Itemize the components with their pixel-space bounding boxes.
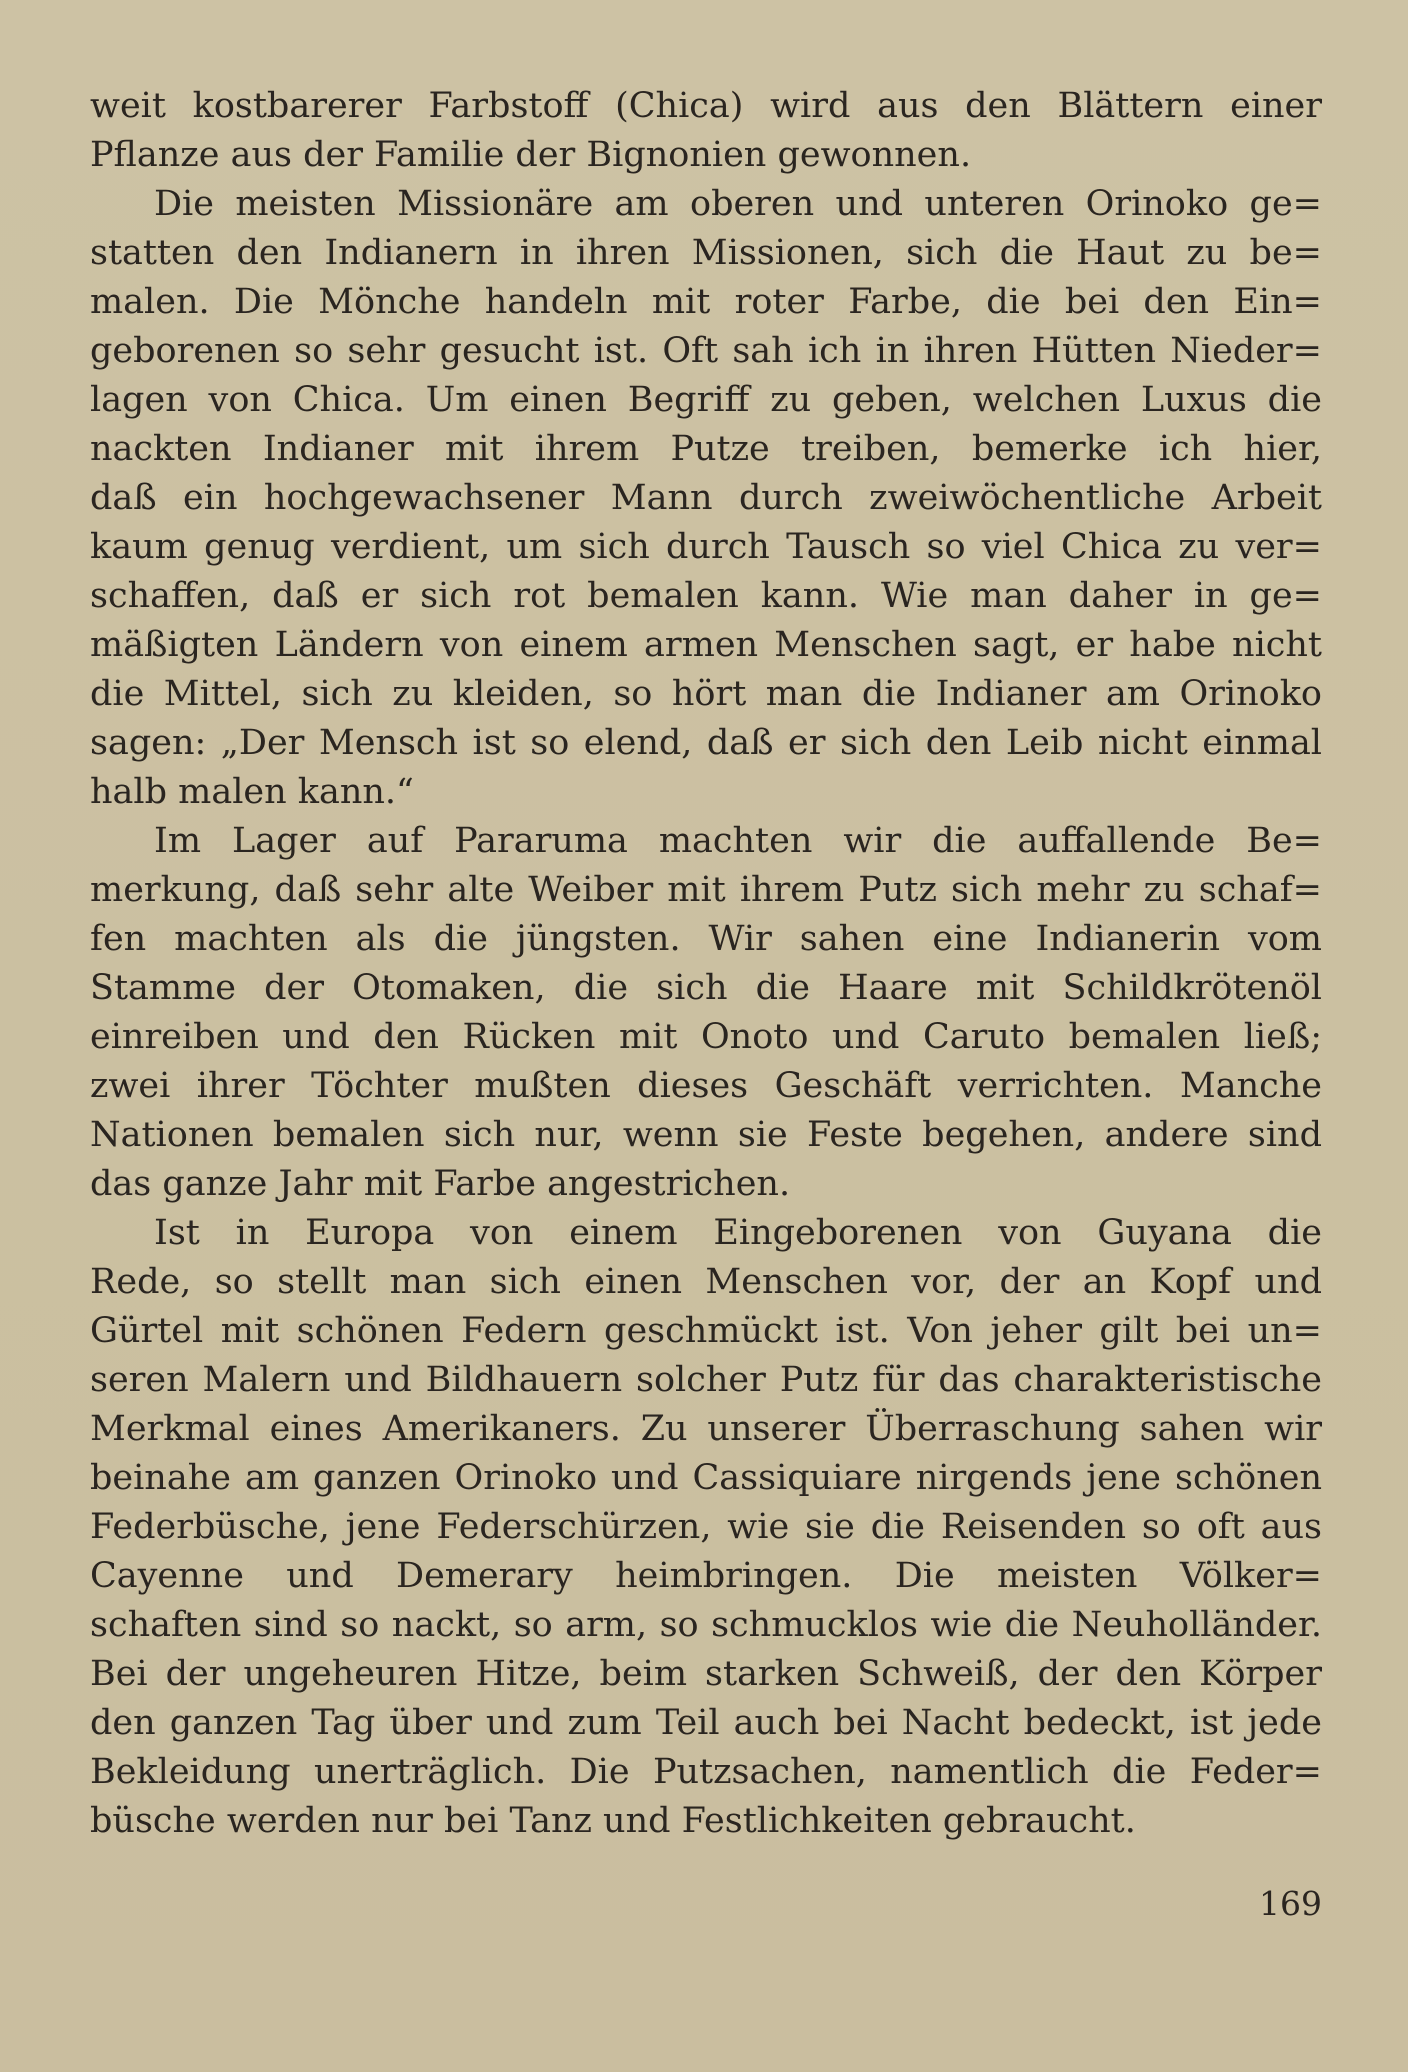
text-line: weit kostbarerer Farbstoff (Chica) wird aus den Blättern einer	[90, 86, 1322, 126]
text-line: den ganzen Tag über und zum Teil auch bei Nacht bedeckt, ist jede	[90, 1703, 1322, 1743]
text-line: schaften sind so nackt, so arm, so schmucklos wie die Neuholländer.	[90, 1605, 1322, 1645]
text-line: geborenen so sehr gesucht ist. Oft sah ich in ihren Hütten Nieder=	[90, 331, 1322, 371]
text-line: nackten Indianer mit ihrem Putze treiben, bemerke ich hier,	[90, 429, 1322, 469]
text-line: Cayenne und Demerary heimbringen. Die meisten Völker=	[90, 1556, 1322, 1596]
text-line: merkung, daß sehr alte Weiber mit ihrem Putz sich mehr zu schaf=	[90, 870, 1322, 910]
text-line: Rede, so stellt man sich einen Menschen vor, der an Kopf und	[90, 1262, 1322, 1302]
text-line: Stamme der Otomaken, die sich die Haare mit Schildkrötenöl	[90, 968, 1322, 1008]
text-line: Im Lager auf Pararuma machten wir die auffallende Be=	[154, 821, 1322, 861]
text-line: Bei der ungeheuren Hitze, beim starken Schweiß, der den Körper	[90, 1654, 1322, 1694]
body-text	[90, 82, 1322, 1846]
page-number: 169	[1259, 1884, 1322, 1923]
text-line: Gürtel mit schönen Federn geschmückt ist. Von jeher gilt bei un=	[90, 1311, 1322, 1351]
text-line: Ist in Europa von einem Eingeborenen von Guyana die	[154, 1213, 1322, 1253]
text-line: malen. Die Mönche handeln mit roter Farbe, die bei den Ein=	[90, 282, 1322, 322]
text-line: beinahe am ganzen Orinoko und Cassiquiare nirgends jene schönen	[90, 1458, 1322, 1498]
text-line: seren Malern und Bildhauern solcher Putz für das charakteristische	[90, 1360, 1322, 1400]
text-line: mäßigten Ländern von einem armen Menschen sagt, er habe nicht	[90, 625, 1322, 665]
text-line: kaum genug verdient, um sich durch Tausch so viel Chica zu ver=	[90, 527, 1322, 567]
text-line: statten den Indianern in ihren Missionen, sich die Haut zu be=	[90, 233, 1322, 273]
text-line: Federbüsche, jene Federschürzen, wie sie die Reisenden so oft aus	[90, 1507, 1322, 1547]
text-line: büsche werden nur bei Tanz und Festlichkeiten gebraucht.	[90, 1801, 1136, 1841]
text-line: schaffen, daß er sich rot bemalen kann. Wie man daher in ge=	[90, 576, 1322, 616]
text-line: lagen von Chica. Um einen Begriff zu geben, welchen Luxus die	[90, 380, 1322, 420]
text-line: Pflanze aus der Familie der Bignonien gewonnen.	[90, 135, 972, 175]
text-line: Die meisten Missionäre am oberen und unteren Orinoko ge=	[154, 184, 1322, 224]
text-line: einreiben und den Rücken mit Onoto und Caruto bemalen ließ;	[90, 1017, 1322, 1057]
text-line: Bekleidung unerträglich. Die Putzsachen, namentlich die Feder=	[90, 1752, 1322, 1792]
text-line: das ganze Jahr mit Farbe angestrichen.	[90, 1164, 791, 1204]
text-line: daß ein hochgewachsener Mann durch zweiwöchentliche Arbeit	[90, 478, 1322, 518]
text-line: die Mittel, sich zu kleiden, so hört man die Indianer am Orinoko	[90, 674, 1322, 714]
text-line: halb malen kann.“	[90, 772, 414, 812]
text-line: Merkmal eines Amerikaners. Zu unserer Überraschung sahen wir	[90, 1409, 1322, 1449]
text-line: Nationen bemalen sich nur, wenn sie Feste begehen, andere sind	[90, 1115, 1322, 1155]
text-line: sagen: „Der Mensch ist so elend, daß er sich den Leib nicht einmal	[90, 723, 1322, 763]
text-line: fen machten als die jüngsten. Wir sahen eine Indianerin vom	[90, 919, 1322, 959]
text-line: zwei ihrer Töchter mußten dieses Geschäft verrichten. Manche	[90, 1066, 1322, 1106]
